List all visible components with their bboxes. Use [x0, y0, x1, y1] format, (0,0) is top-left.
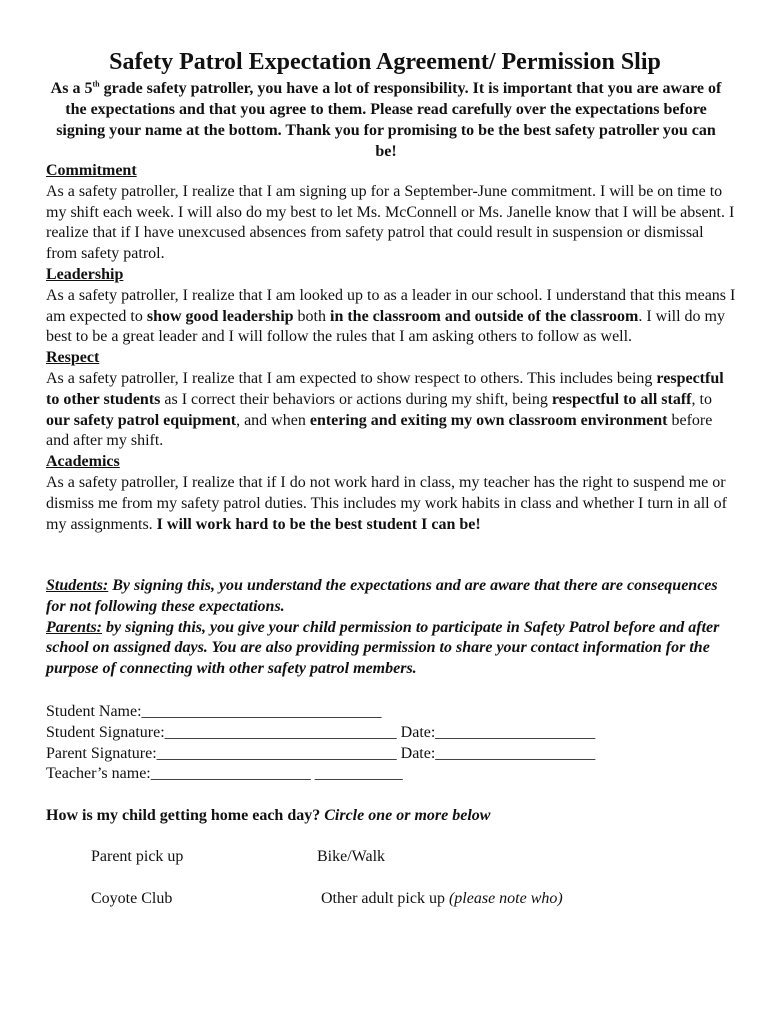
expectations-body	[46, 161, 736, 535]
leadership-text-2: both	[293, 307, 330, 325]
respect-bold-1: respectful to other students	[46, 369, 724, 408]
respect-bold-2: respectful to all staff	[551, 390, 692, 408]
leadership-bold-1: show good leadership	[146, 307, 294, 325]
leadership-text	[46, 286, 736, 348]
teacher-name-field[interactable]: Teacher’s name:____________________ ___________	[46, 765, 403, 783]
respect-text-5: before and after my shift.	[46, 411, 713, 450]
option-other-adult-pickup[interactable]	[321, 889, 563, 910]
intro-text-rest: grade safety patroller, you have a lot of responsibility. It is important that you are aware of the expectations and that you agree to them. Please read carefully over the expectations before signing your name at the bottom. Thank you for promising to be the best safety patroller you can be!	[56, 80, 722, 160]
page-title: Safety Patrol Expectation Agreement/ Permission Slip	[109, 49, 661, 75]
academics-section	[46, 452, 736, 535]
consent-block	[46, 576, 736, 680]
option-parent-pickup[interactable]: Parent pick up	[91, 848, 184, 865]
transport-question-text: How is my child getting home each day?	[46, 807, 325, 824]
leadership-section	[46, 265, 736, 348]
respect-bold-3: our safety patrol equipment	[46, 411, 237, 429]
academics-heading: Academics	[46, 453, 120, 471]
respect-text	[46, 369, 736, 452]
respect-text-3: , to	[691, 390, 712, 408]
intro-superscript: th	[92, 79, 100, 89]
respect-text-2: as I correct their behaviors or actions during my shift, being	[160, 390, 552, 408]
commitment-heading: Commitment	[46, 162, 137, 179]
leadership-heading: Leadership	[46, 265, 124, 283]
leadership-text-1: As a safety patroller, I realize that I am looked up to as a leader in our school. I understand that this means I am expected to	[46, 286, 736, 325]
academics-text-1: As a safety patroller, I realize that if I do not work hard in class, my teacher has the right to suspend me or dismiss me from my safety patrol duties. This includes my work habits in class and whether I turn in all of my assignments.	[46, 473, 727, 533]
respect-bold-4: entering and exiting my own classroom environment	[309, 411, 668, 429]
respect-text-1: As a safety patroller, I realize that I am expected to show respect to others. This includes being	[46, 369, 657, 387]
respect-section	[46, 348, 736, 452]
transport-question	[46, 806, 736, 827]
parents-note	[46, 618, 736, 680]
leadership-bold-2: in the classroom and outside of the classroom	[330, 307, 639, 325]
students-note-lead: Students:	[46, 577, 109, 594]
parents-note-lead: Parents:	[46, 618, 102, 636]
transport-question-hint: Circle one or more below	[324, 807, 491, 824]
parent-signature-field[interactable]: Parent Signature:______________________________ Date:____________________	[46, 744, 596, 762]
respect-heading: Respect	[46, 349, 100, 367]
commitment-text: As a safety patroller, I realize that I am signing up for a September-June commitment. I will be on time to my shift each week. I will also do my best to let Ms. McConnell or Ms. Janelle know that I will be absent. I realize that if I have unexcused absences from safety patrol that could result in suspension or dismissal from safety patrol.	[46, 182, 735, 263]
student-signature-field[interactable]: Student Signature:_____________________________ Date:____________________	[46, 723, 596, 741]
students-note-text: By signing this, you understand the expectations and are aware that there are consequences for not following these expectations.	[46, 577, 718, 615]
signature-fields	[46, 702, 736, 785]
option-other-adult-hint: (please note who)	[448, 890, 563, 907]
parents-note-text: by signing this, you give your child permission to participate in Safety Patrol before and after school on assigned days. You are also providing permission to share your contact information for the purpose of connecting with other safety patrol members.	[46, 618, 720, 678]
academics-bold-1: I will work hard to be the best student I can be!	[156, 515, 481, 533]
intro-paragraph	[44, 78, 728, 162]
intro-text-start: As a 5	[50, 80, 93, 97]
academics-text	[46, 473, 736, 535]
students-note	[46, 576, 736, 618]
commitment-section	[46, 161, 736, 265]
option-other-adult-label: Other adult pick up	[321, 890, 449, 907]
option-coyote-club[interactable]: Coyote Club	[91, 890, 173, 907]
leadership-text-3: . I will do my best to be a great leader and I will follow the rules that I am asking others to follow as well.	[46, 307, 725, 346]
student-name-field[interactable]: Student Name:______________________________	[46, 703, 382, 720]
option-bike-walk[interactable]: Bike/Walk	[317, 848, 386, 865]
respect-text-4: , and when	[236, 411, 310, 429]
